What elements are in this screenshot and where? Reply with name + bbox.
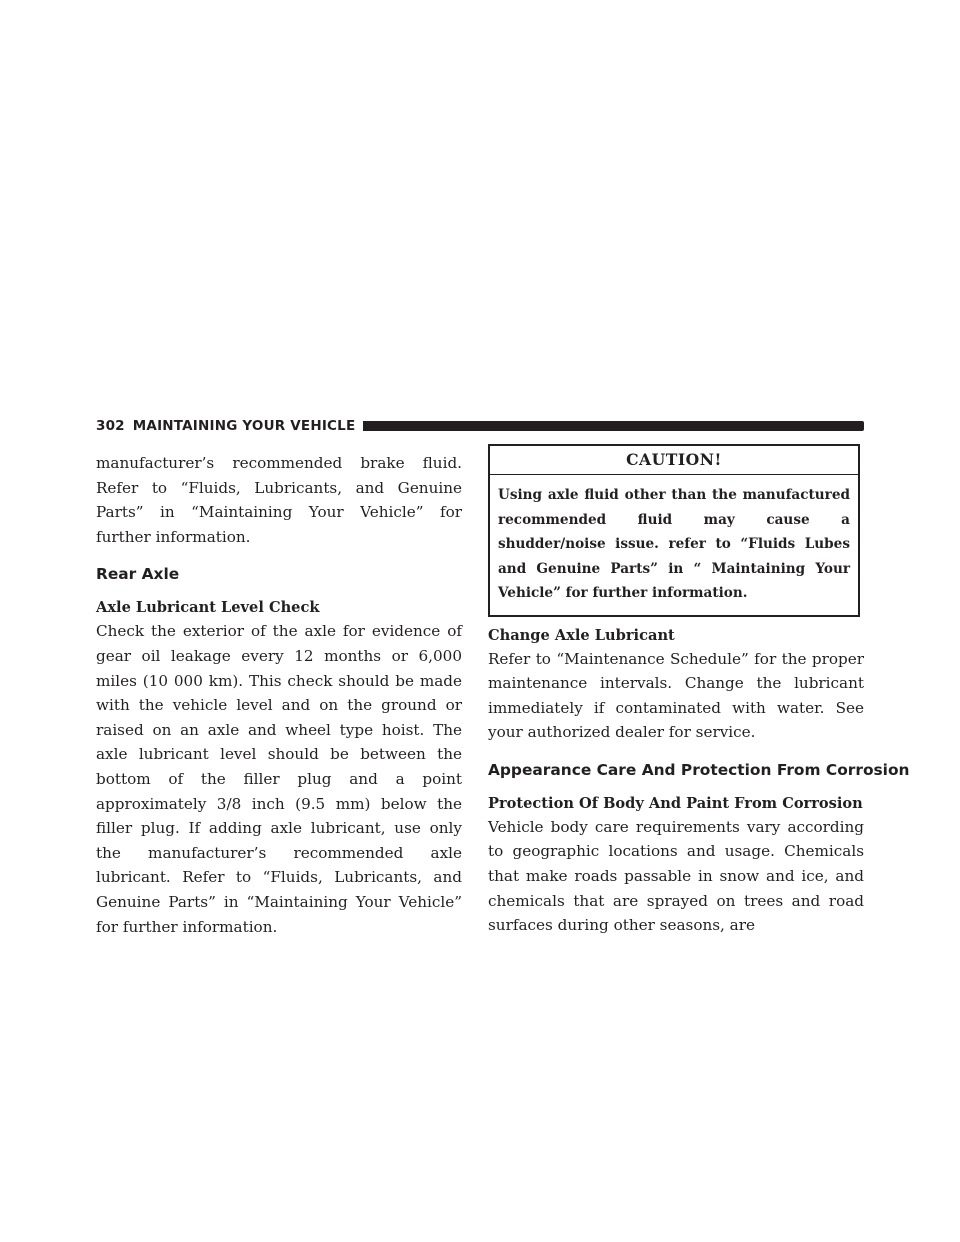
rear-axle-heading: Rear Axle <box>96 565 180 584</box>
caution-text: Using axle fluid other than the manufactured recommended fluid may cause a shudder/noise issue. refer to “Fluids Lubes and Genuine Parts” in “ Maintaining Your Vehicle” for further information. <box>498 487 850 601</box>
left-column <box>96 451 462 939</box>
level-check-paragraph: Check the exterior of the axle for evidence of gear oil leakage every 12 months or 6,000 miles (10 000 km). This check should be made with the vehicle level and on the ground or raised on an axle and wheel type hoist. The axle lubricant level should be between the bottom of the filler plug and a point approximately 3/8 inch (9.5 mm) below the filler plug. If adding axle lubricant, use only the manufacturer’s recommended axle lubricant. Refer to “Fluids, Lubricants, and Genuine Parts” in “Maintaining Your Vehicle” for further information. <box>96 622 462 936</box>
intro-paragraph: manufacturer’s recommended brake fluid. Refer to “Fluids, Lubricants, and Genuine Parts” in “Maintaining Your Vehicle” for further information. <box>96 454 462 546</box>
right-column <box>488 444 910 938</box>
page-number: 302 <box>96 418 125 434</box>
level-check-heading: Axle Lubricant Level Check <box>96 599 320 617</box>
caution-title: CAUTION! <box>490 446 858 475</box>
protection-heading: Protection Of Body And Paint From Corrosion <box>488 794 863 812</box>
change-lubricant-paragraph: Refer to “Maintenance Schedule” for the proper maintenance intervals. Change the lubricant immediately if contaminated with water. See your authorized dealer for service. <box>488 649 864 742</box>
section-title: MAINTAINING YOUR VEHICLE <box>132 418 356 434</box>
protection-paragraph: Vehicle body care requirements vary according to geographic locations and usage. Chemicals that make roads passable in snow and ice, and chemicals that are sprayed on trees and road surfaces during other seasons, are <box>488 817 864 935</box>
page-header <box>96 417 864 435</box>
change-lubricant-heading: Change Axle Lubricant <box>488 626 675 644</box>
header-rule <box>363 421 864 431</box>
caution-box <box>488 444 860 617</box>
appearance-care-heading: Appearance Care And Protection From Corrosion <box>488 760 910 779</box>
